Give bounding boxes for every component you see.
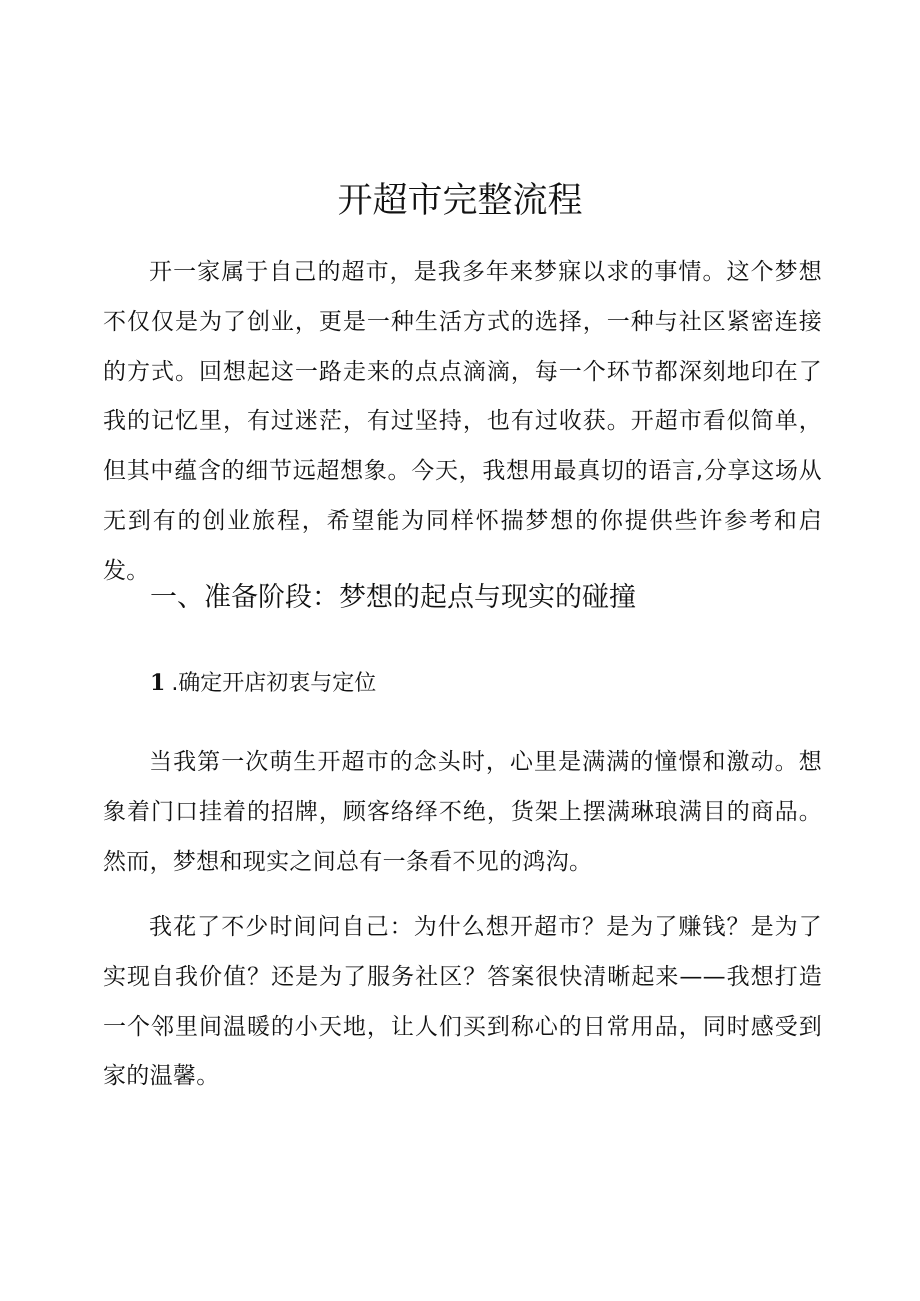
body-paragraph: 我花了不少时间问自己：为什么想开超市？是为了赚钱？是为了实现自我价值？还是为了服务社区？答案很快清晰起来——我想打造一个邻里间温暖的小天地，让人们买到称心的日常用品，同时感受到家的温馨。	[103, 914, 822, 1090]
subsection-heading-positioning	[150, 663, 376, 704]
intro-paragraph: 开一家属于自己的超市，是我多年来梦寐以求的事情。这个梦想不仅仅是为了创业，更是一种生活方式的选择，一种与社区紧密连接的方式。回想起这一路走来的点点滴滴，每一个环节都深刻地印在了我的记忆里，有过迷茫，有过坚持，也有过收获。开超市看似简单，但其中蕴含的细节远超想象。今天，我想用最真切的语言,分享这场从无到有的创业旅程，希望能为同样怀揣梦想的你提供些许参考和启发。	[103, 259, 822, 584]
section-heading-preparation: 一、准备阶段：梦想的起点与现实的碰撞	[150, 582, 636, 613]
subsection-number: 1	[150, 670, 166, 696]
document-title: 开超市完整流程	[337, 181, 583, 221]
body-paragraph: 当我第一次萌生开超市的念头时，心里是满满的憧憬和激动。想象着门口挂着的招牌，顾客络绎不绝，货架上摆满琳琅满目的商品。然而，梦想和现实之间总有一条看不见的鸿沟。	[103, 749, 822, 875]
subsection-heading-text: .确定开店初衷与定位	[171, 671, 377, 696]
